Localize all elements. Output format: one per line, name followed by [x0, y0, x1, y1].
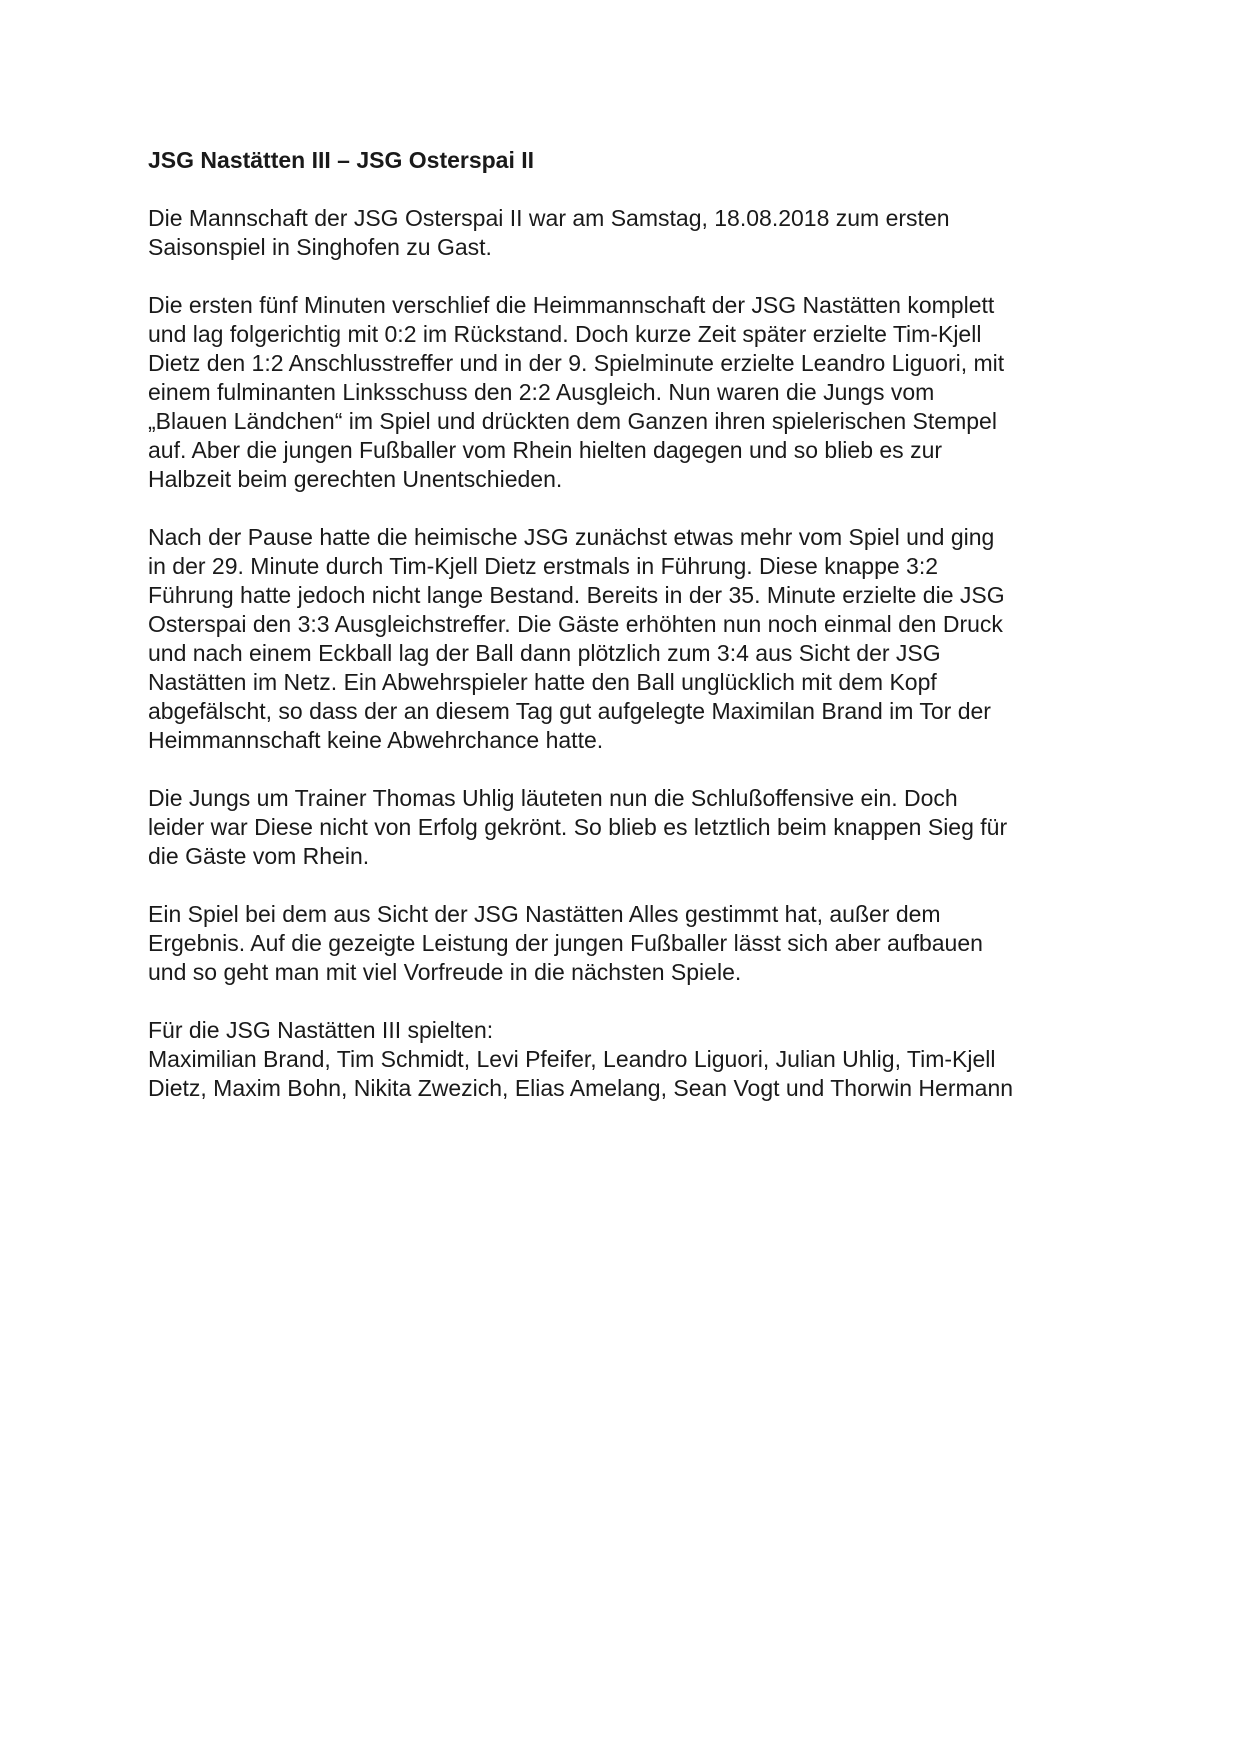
- paragraph-intro: Die Mannschaft der JSG Osterspai II war am Samstag, 18.08.2018 zum ersten Saisonspiel in Singhofen zu Gast.: [148, 205, 950, 260]
- paragraph-players: Für die JSG Nastätten III spielten: Maximilian Brand, Tim Schmidt, Levi Pfeifer, Leandro Liguori, Julian Uhlig, Tim-Kjell Dietz, Maxim Bohn, Nikita Zwezich, Elias Amelang, Sean Vogt und Thorwin Hermann: [148, 1017, 1014, 1101]
- document-title: JSG Nastätten III – JSG Osterspai II: [148, 147, 535, 173]
- document-page: [148, 146, 1108, 1103]
- paragraph-conclusion: Ein Spiel bei dem aus Sicht der JSG Nastätten Alles gestimmt hat, außer dem Ergebnis. Auf die gezeigte Leistung der jungen Fußballer lässt sich aber aufbauen und so geht man mit viel Vorfreude in die nächsten Spiele.: [148, 901, 983, 985]
- paragraph-first-half: Die ersten fünf Minuten verschlief die Heimmannschaft der JSG Nastätten komplett und lag folgerichtig mit 0:2 im Rückstand. Doch kurze Zeit später erzielte Tim-Kjell Dietz den 1:2 Anschlusstreffer und in der 9. Spielminute erzielte Leandro Liguori, mit einem fulminanten Linksschuss den 2:2 Ausgleich. Nun waren die Jungs vom „Blauen Ländchen“ im Spiel und drückten dem Ganzen ihren spielerischen Stempel auf. Aber die jungen Fußballer vom Rhein hielten dagegen und so blieb es zur Halbzeit beim gerechten Unentschieden.: [148, 292, 1005, 492]
- paragraph-final-offensive: Die Jungs um Trainer Thomas Uhlig läuteten nun die Schlußoffensive ein. Doch leider war Diese nicht von Erfolg gekrönt. So blieb es letztlich beim knappen Sieg für die Gäste vom Rhein.: [148, 785, 1008, 869]
- paragraph-second-half: Nach der Pause hatte die heimische JSG zunächst etwas mehr vom Spiel und ging in der 29. Minute durch Tim-Kjell Dietz erstmals in Führung. Diese knappe 3:2 Führung hatte jedoch nicht lange Bestand. Bereits in der 35. Minute erzielte die JSG Osterspai den 3:3 Ausgleichstreffer. Die Gäste erhöhten nun noch einmal den Druck und nach einem Eckball lag der Ball dann plötzlich zum 3:4 aus Sicht der JSG Nastätten im Netz. Ein Abwehrspieler hatte den Ball unglücklich mit dem Kopf abgefälscht, so dass der an diesem Tag gut aufgelegte Maximilan Brand im Tor der Heimmannschaft keine Abwehrchance hatte.: [148, 524, 1005, 753]
